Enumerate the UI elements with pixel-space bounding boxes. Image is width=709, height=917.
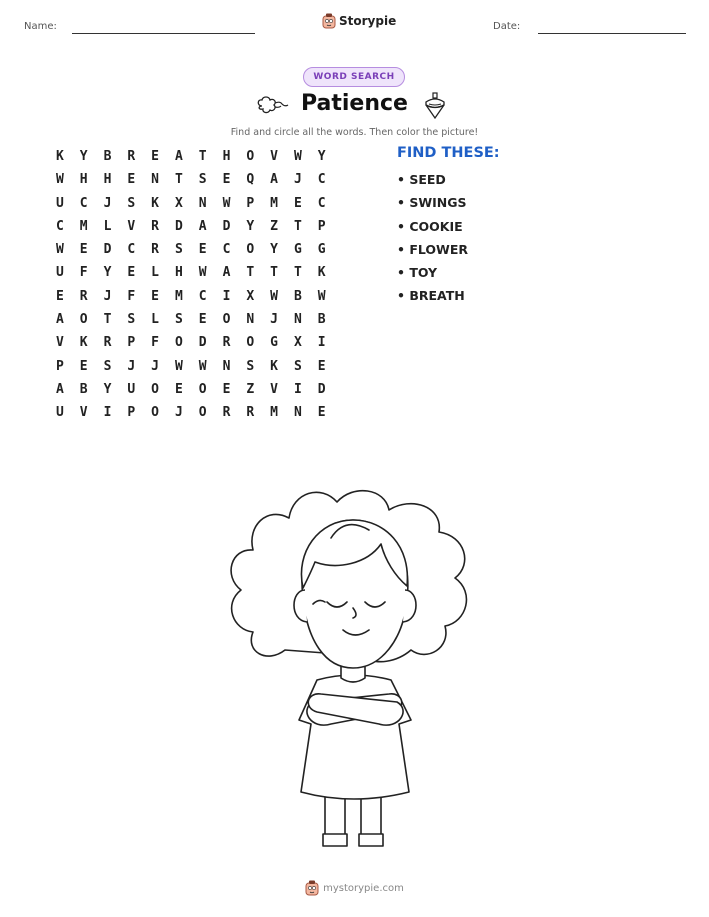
grid-letter: I: [317, 335, 326, 351]
grid-letter: F: [79, 265, 88, 281]
grid-letter: S: [174, 312, 183, 328]
grid-letter: E: [79, 358, 88, 374]
grid-letter: T: [293, 218, 302, 234]
grid-letter: S: [127, 195, 136, 211]
find-these-heading: FIND THESE:: [397, 145, 500, 161]
grid-row: [48, 172, 334, 195]
spinning-top-icon: [424, 92, 446, 120]
grid-letter: E: [317, 358, 326, 374]
grid-letter: R: [151, 242, 159, 258]
grid-letter: K: [79, 335, 88, 351]
grid-letter: V: [270, 381, 278, 397]
girl-coloring-illustration: [215, 480, 495, 852]
grid-letter: M: [174, 288, 183, 304]
grid-letter: E: [127, 172, 136, 188]
grid-letter: L: [151, 312, 159, 328]
grid-letter: S: [174, 242, 183, 258]
grid-letter: C: [79, 195, 88, 211]
grid-letter: K: [317, 265, 326, 281]
grid-letter: Y: [103, 265, 112, 281]
grid-letter: D: [198, 335, 207, 351]
grid-letter: B: [79, 381, 88, 397]
grid-letter: W: [317, 288, 326, 304]
grid-letter: H: [79, 172, 88, 188]
grid-row: [48, 335, 334, 358]
grid-letter: S: [127, 312, 136, 328]
grid-letter: R: [79, 288, 88, 304]
grid-letter: V: [55, 335, 64, 351]
grid-letter: D: [222, 218, 231, 234]
brand-name: Storypie: [339, 14, 397, 28]
brand-logo: [322, 13, 396, 29]
grid-letter: X: [246, 288, 255, 304]
grid-letter: H: [222, 149, 231, 164]
grid-letter: P: [55, 358, 64, 374]
grid-letter: R: [222, 405, 231, 421]
grid-letter: K: [270, 358, 278, 374]
word-list-item: • BREATH: [397, 288, 465, 304]
grid-letter: C: [55, 218, 64, 234]
grid-letter: C: [317, 172, 326, 188]
grid-letter: J: [103, 288, 112, 304]
grid-letter: R: [151, 218, 159, 234]
grid-letter: O: [246, 335, 255, 351]
word-list-item: • TOY: [397, 265, 438, 281]
grid-letter: R: [222, 335, 231, 351]
grid-letter: K: [55, 149, 64, 164]
grid-letter: N: [293, 405, 302, 421]
grid-letter: E: [127, 265, 136, 281]
grid-letter: O: [151, 381, 159, 397]
grid-letter: L: [103, 218, 112, 234]
grid-letter: O: [151, 405, 159, 421]
grid-letter: U: [55, 405, 64, 421]
grid-row: [48, 219, 334, 242]
grid-letter: W: [198, 358, 207, 374]
grid-letter: W: [222, 195, 231, 211]
grid-letter: E: [174, 381, 183, 397]
grid-row: [48, 265, 334, 288]
grid-letter: T: [270, 265, 278, 281]
footer-url: mystorypie.com: [323, 882, 404, 894]
grid-letter: C: [198, 288, 207, 304]
grid-letter: V: [79, 405, 88, 421]
grid-letter: E: [151, 149, 159, 164]
grid-letter: T: [246, 265, 255, 281]
grid-letter: B: [103, 149, 112, 164]
grid-letter: T: [198, 149, 207, 164]
grid-letter: I: [222, 288, 231, 304]
word-list-item: • SWINGS: [397, 195, 467, 211]
grid-letter: Y: [79, 149, 88, 164]
grid-letter: P: [127, 405, 136, 421]
name-line: [72, 33, 255, 34]
footer: [0, 880, 709, 896]
grid-letter: N: [198, 195, 207, 211]
grid-letter: W: [293, 149, 302, 164]
grid-letter: Y: [103, 381, 112, 397]
grid-letter: T: [293, 265, 302, 281]
grid-letter: C: [222, 242, 231, 258]
grid-letter: P: [317, 218, 326, 234]
grid-letter: S: [293, 358, 302, 374]
grid-letter: J: [270, 312, 278, 328]
grid-letter: E: [151, 288, 159, 304]
grid-letter: J: [127, 358, 136, 374]
grid-letter: J: [293, 172, 302, 188]
instructions: Find and circle all the words. Then color the picture!: [230, 127, 479, 138]
grid-letter: P: [246, 195, 255, 211]
grid-letter: Z: [246, 381, 255, 397]
grid-letter: A: [270, 172, 278, 188]
grid-letter: G: [317, 242, 326, 258]
grid-letter: O: [79, 312, 88, 328]
grid-letter: G: [270, 335, 278, 351]
word-search-badge: WORD SEARCH: [303, 67, 405, 87]
grid-letter: I: [103, 405, 112, 421]
grid-letter: E: [317, 405, 326, 421]
grid-letter: F: [127, 288, 136, 304]
grid-letter: A: [55, 312, 64, 328]
grid-row: [48, 382, 334, 405]
grid-letter: O: [246, 242, 255, 258]
page-title: Patience: [301, 91, 408, 116]
word-list-item: • FLOWER: [397, 241, 468, 257]
grid-row: [48, 405, 334, 428]
grid-letter: O: [198, 381, 207, 397]
grid-letter: W: [55, 242, 64, 258]
grid-letter: E: [222, 381, 231, 397]
grid-letter: J: [174, 405, 183, 421]
grid-letter: E: [79, 242, 88, 258]
grid-letter: W: [55, 172, 64, 188]
grid-letter: J: [103, 195, 112, 211]
grid-letter: P: [127, 335, 136, 351]
grid-letter: E: [198, 242, 207, 258]
grid-letter: S: [198, 172, 207, 188]
grid-row: [48, 242, 334, 265]
grid-letter: Y: [270, 242, 278, 258]
grid-letter: U: [127, 381, 136, 397]
letter-grid: [48, 149, 334, 429]
grid-letter: E: [222, 172, 231, 188]
grid-letter: E: [198, 312, 207, 328]
grid-letter: O: [174, 335, 183, 351]
grid-row: [48, 312, 334, 335]
grid-letter: W: [174, 358, 183, 374]
grid-letter: A: [222, 265, 231, 281]
grid-letter: L: [151, 265, 159, 281]
word-list-item: • SEED: [397, 172, 446, 187]
grid-letter: A: [174, 149, 183, 164]
grid-letter: D: [174, 218, 183, 234]
grid-letter: O: [246, 149, 255, 164]
grid-letter: N: [222, 358, 231, 374]
grid-letter: H: [174, 265, 183, 281]
grid-letter: E: [293, 195, 302, 211]
grid-letter: O: [198, 405, 207, 421]
grid-letter: S: [103, 358, 112, 374]
grid-letter: C: [127, 242, 136, 258]
grid-letter: H: [103, 172, 112, 188]
grid-letter: Q: [246, 172, 255, 188]
grid-letter: M: [270, 195, 278, 211]
grid-row: [48, 149, 334, 172]
grid-row: [48, 359, 334, 382]
grid-letter: B: [317, 312, 326, 328]
grid-letter: D: [317, 381, 326, 397]
word-list: [397, 172, 468, 312]
grid-letter: N: [246, 312, 255, 328]
grid-letter: R: [246, 405, 255, 421]
grid-letter: B: [293, 288, 302, 304]
grid-letter: G: [293, 242, 302, 258]
grid-letter: N: [293, 312, 302, 328]
grid-letter: M: [270, 405, 278, 421]
grid-letter: X: [174, 195, 183, 211]
grid-letter: Z: [270, 218, 278, 234]
grid-row: [48, 196, 334, 219]
grid-letter: F: [151, 335, 159, 351]
grid-letter: T: [174, 172, 183, 188]
storypie-mascot-icon: [322, 13, 336, 29]
grid-letter: T: [103, 312, 112, 328]
word-list-item: • COOKIE: [397, 218, 463, 234]
grid-letter: R: [103, 335, 112, 351]
grid-letter: V: [270, 149, 278, 164]
grid-letter: Y: [317, 149, 326, 164]
grid-letter: X: [293, 335, 302, 351]
date-line: [538, 33, 686, 34]
grid-letter: A: [55, 381, 64, 397]
grid-letter: S: [246, 358, 255, 374]
date-label: Date:: [493, 21, 521, 32]
grid-row: [48, 289, 334, 312]
grid-letter: N: [151, 172, 159, 188]
grid-letter: W: [198, 265, 207, 281]
grid-letter: U: [55, 265, 64, 281]
grid-letter: U: [55, 195, 64, 211]
grid-letter: E: [55, 288, 64, 304]
grid-letter: Y: [246, 218, 255, 234]
grid-letter: W: [270, 288, 278, 304]
grid-letter: A: [198, 218, 207, 234]
grid-letter: V: [127, 218, 136, 234]
name-label: Name:: [24, 21, 57, 32]
grid-letter: C: [317, 195, 326, 211]
grid-letter: J: [151, 358, 159, 374]
grid-letter: R: [127, 149, 136, 164]
storypie-mascot-icon: [305, 880, 319, 896]
grid-letter: D: [103, 242, 112, 258]
grid-letter: K: [151, 195, 159, 211]
grid-letter: O: [222, 312, 231, 328]
grid-letter: M: [79, 218, 88, 234]
grid-letter: I: [293, 381, 302, 397]
